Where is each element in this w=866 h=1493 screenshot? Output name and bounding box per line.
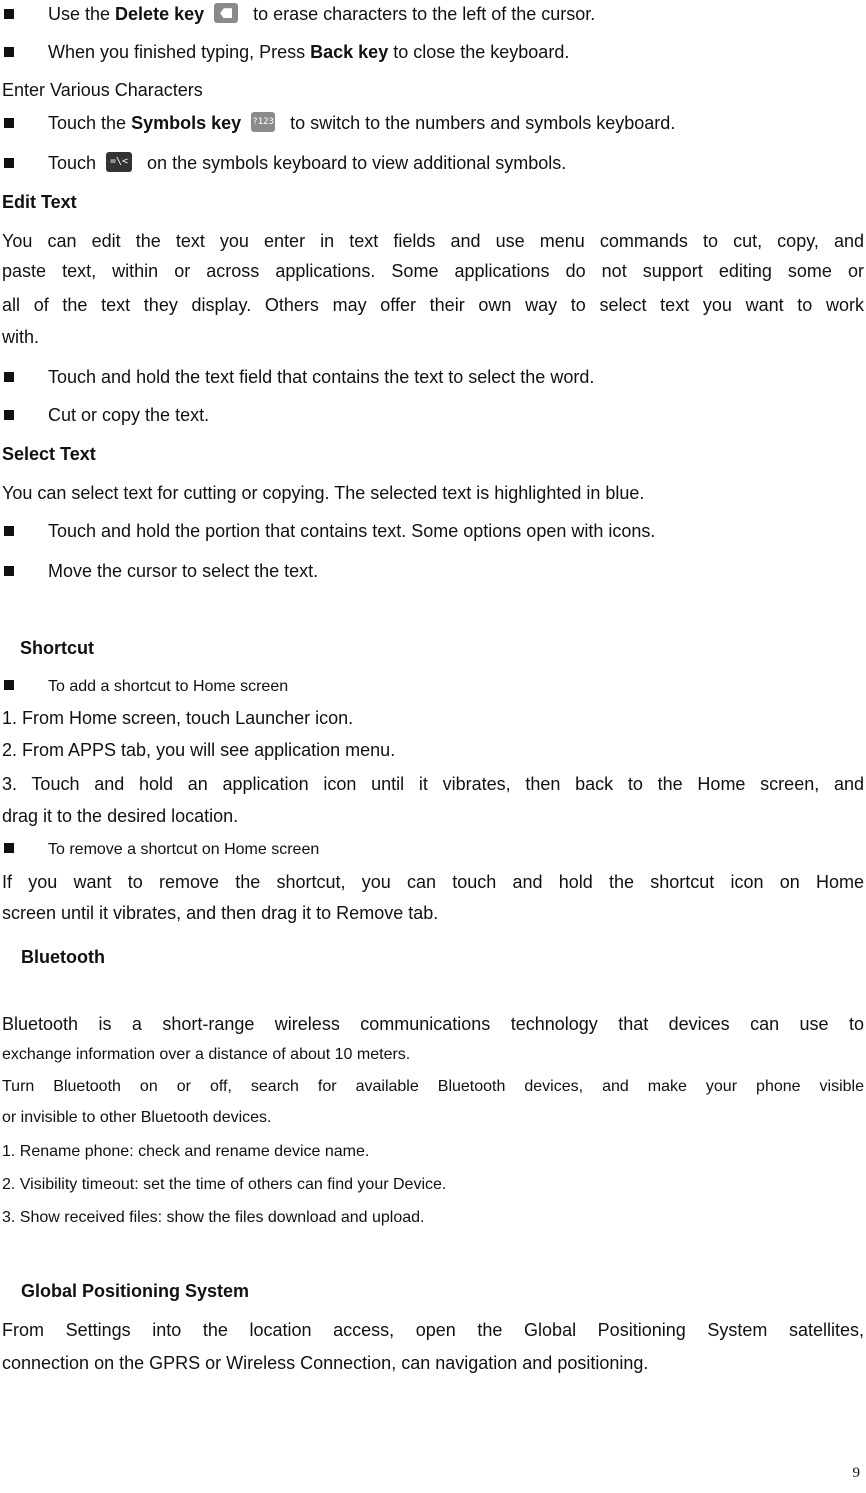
bluetooth-paragraph-line: exchange information over a distance of about 10 meters. [2,1046,411,1063]
bullet-square-icon [4,410,14,420]
edit-paragraph-line: paste text, within or across applications. Some applications do not support editing some or [2,261,864,281]
edit-paragraph-line: all of the text they display. Others may offer their own way to select text you want to work [2,295,864,315]
gps-paragraph-line: From Settings into the location access, open the Global Positioning System satellites, [2,1320,864,1340]
edit-paragraph-line: You can edit the text you enter in text fields and use menu commands to cut, copy, and [2,231,864,251]
bullet-square-icon [4,47,14,57]
shortcut-step-3-line: 3. Touch and hold an application icon until it vibrates, then back to the Home screen, and [2,774,864,794]
bluetooth-item-1: 1. Rename phone: check and rename device name. [2,1143,370,1160]
back-key-label: Back key [310,42,389,62]
bluetooth-item-3: 3. Show received files: show the files download and upload. [2,1209,425,1226]
symbols-key-icon: ?123 [251,112,275,132]
bluetooth-paragraph-line: or invisible to other Bluetooth devices. [2,1109,272,1126]
edit-text-heading: Edit Text [2,192,77,212]
bullet-select-move: Move the cursor to select the text. [2,558,318,584]
bullet-delete-key: Use the Delete key to erase characters to the left of the cursor. [2,1,595,27]
bullet-add-shortcut: To add a shortcut to Home screen [2,674,288,700]
bullet-square-icon [4,372,14,382]
symbols-key-label: Symbols key [131,113,242,133]
bullet-square-icon [4,566,14,576]
bullet-square-icon [4,843,14,853]
bullet-back-key: When you finished typing, Press Back key to close the keyboard. [2,39,569,65]
remove-paragraph-line: If you want to remove the shortcut, you can touch and hold the shortcut icon on Home [2,872,864,892]
shortcut-step-3-line: drag it to the desired location. [2,806,239,826]
bullet-square-icon [4,9,14,19]
bluetooth-paragraph-line: Bluetooth is a short-range wireless communications technology that devices can use to [2,1014,864,1034]
bullet-select-hold: Touch and hold the portion that contains text. Some options open with icons. [2,518,655,544]
bullet-edit-hold: Touch and hold the text field that contains the text to select the word. [2,364,594,390]
bullet-square-icon [4,680,14,690]
bullet-square-icon [4,158,14,168]
bullet-square-icon [4,526,14,536]
shortcut-step-1: 1. From Home screen, touch Launcher icon. [2,708,354,728]
more-symbols-icon: =\< [106,152,132,172]
select-text-heading: Select Text [2,444,96,464]
bullet-edit-cut: Cut or copy the text. [2,402,209,428]
page-number: 9 [852,1465,860,1481]
gps-paragraph-line: connection on the GPRS or Wireless Connection, can navigation and positioning. [2,1353,649,1373]
bluetooth-item-2: 2. Visibility timeout: set the time of others can find your Device. [2,1176,447,1193]
bullet-remove-shortcut: To remove a shortcut on Home screen [2,837,319,863]
delete-key-icon [214,3,238,23]
delete-key-label: Delete key [115,4,205,24]
bluetooth-paragraph-line: Turn Bluetooth on or off, search for available Bluetooth devices, and make your phone visible [2,1078,864,1095]
shortcut-heading: Shortcut [20,638,94,658]
shortcut-step-2: 2. From APPS tab, you will see application menu. [2,740,396,760]
gps-heading: Global Positioning System [21,1281,250,1301]
remove-paragraph-line: screen until it vibrates, and then drag it to Remove tab. [2,903,439,923]
bullet-symbols-key: Touch the Symbols key ?123 to switch to the numbers and symbols keyboard. [2,110,675,136]
bullet-more-symbols: Touch =\< on the symbols keyboard to view additional symbols. [2,150,566,176]
bullet-square-icon [4,118,14,128]
various-characters-heading: Enter Various Characters [2,80,203,100]
bluetooth-heading: Bluetooth [21,947,105,967]
edit-paragraph-line: with. [2,327,40,347]
select-paragraph: You can select text for cutting or copying. The selected text is highlighted in blue. [2,483,645,503]
